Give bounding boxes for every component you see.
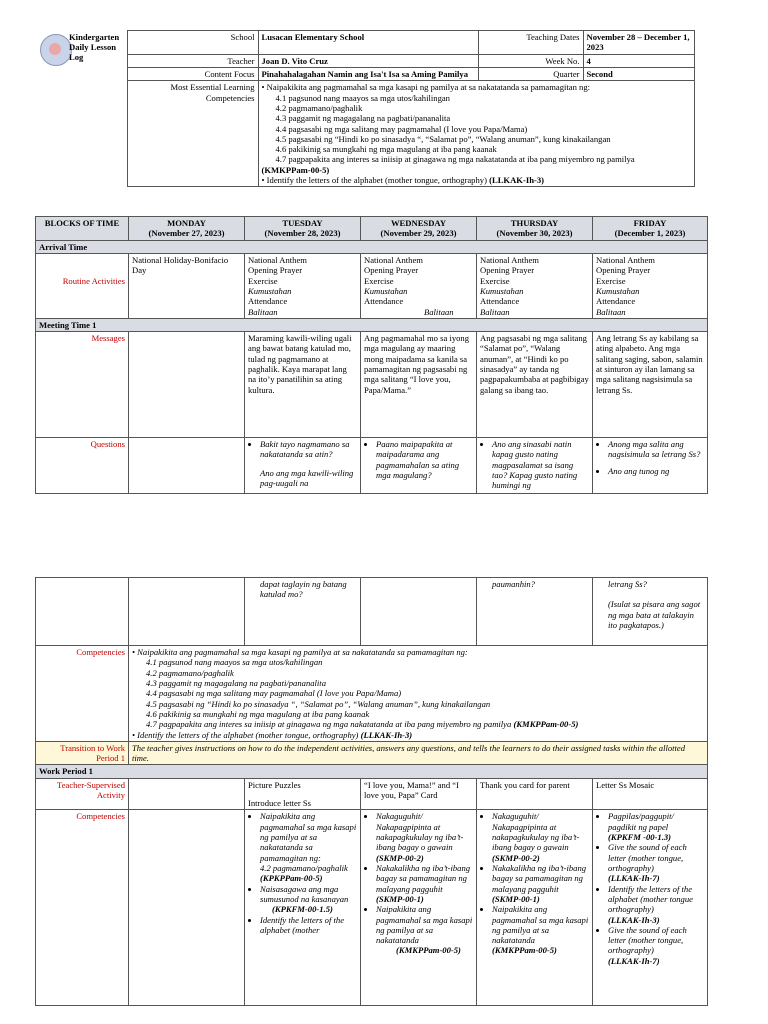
- mec-item: 4.7 pagpapakita ang interes sa iniisip at ginagawa ng mga nakatatanda at iba pang miyembro ng pamilya: [275, 154, 635, 165]
- mec-label: Most Essential Learning Competencies: [127, 81, 258, 187]
- blocks-of-time-header: BLOCKS OF TIME: [36, 217, 129, 241]
- day-header-thursday: THURSDAY (November 30, 2023): [477, 217, 593, 241]
- tsa-wednesday: “I love you, Mama!” and “I love you, Papa” Card: [361, 778, 477, 810]
- school-label: School: [127, 31, 258, 55]
- competencies-wednesday: • Nakaguguhit/ Nakapagpipinta at nakapagkukulay ng iba’t-ibang bagay o gawain (SKMP-00-2) • Nakakalikha ng iba’t-ibang bagay sa pamamagitan ng malayang pagguhit (SKMP-00-1) • Naipakikita ang pagmamahal sa mga kasapi ng pamilya at sa nakatatanda (KMKPPam-00-5): [361, 810, 477, 1006]
- arrival-time-section: Arrival Time: [36, 240, 708, 253]
- meeting-time-section: Meeting Time 1: [36, 318, 708, 331]
- mec-item: 4.6 pakikinig sa mungkahi ng mga magulang at iba pang kaanak: [275, 144, 497, 155]
- questions-continued-row: [36, 578, 708, 646]
- competencies2-label: Competencies: [36, 810, 129, 1006]
- school-value: Lusacan Elementary School: [258, 31, 478, 55]
- content-focus-value: Pinahahalagahan Namin ang Isa't Isa sa Aming Pamilya: [258, 67, 478, 80]
- schedule-table: [35, 216, 708, 494]
- message-thursday: Ang pagsasabi ng mga salitang “Salamat po”, “Walang anuman”, at “Hindi ko po sinasadya” ay tanda ng pagpapakumbaba at pagbibigay galang sa ibang tao.: [477, 332, 593, 438]
- mec-item2-code: (LLKAK-Ih-3): [489, 175, 545, 186]
- message-wednesday: Ang pagmamahal mo sa iyong mga magulang ay maaring mong maipadama sa kanila sa pamamagitan ng pagsasabi ng mga salitang “I love you, Papa/Mama.”: [361, 332, 477, 438]
- quarter-label: Quarter: [478, 67, 583, 80]
- questions-label: Questions: [36, 438, 129, 494]
- tsa-tuesday: Picture Puzzles Introduce letter Ss: [245, 778, 361, 810]
- tsa-row: [36, 778, 708, 810]
- messages-label: Messages: [36, 332, 129, 438]
- work-period-section: Work Period 1: [36, 765, 708, 778]
- questions-tuesday: • Bakit tayo nagmamano sa nakatatanda sa atin? Ano ang mga kawili-wiling pag-uugali na: [245, 438, 361, 494]
- mec-code: (KMKPPam-00-5): [261, 164, 330, 175]
- routine-list: National Anthem Opening Prayer Exercise Kumustahan Attendance Balitaan: [593, 253, 708, 318]
- monday-holiday: National Holiday-Bonifacio Day: [129, 253, 245, 318]
- week-value: 4: [583, 54, 694, 67]
- competencies-content: • Naipakikita ang pagmamahal sa mga kasapi ng pamilya at sa nakatatanda sa pamamagitan ng: 4.1 pagsunod nang maayos sa mga utos/kahilingan 4.2 pagmamano/paghalik 4.3 paggamit ng magagalang na pagbati/pananalita 4.4 pagsasabi ng mga salitang may pagmamahal (I love you Papa/Mama) 4.5 pagsasabi ng “Hindi ko po sinasadya “, “Salamat po”, “Walang anuman”, kung kinakailangan 4.6 pakikinig sa mungkahi ng mga magulang at iba pang kaanak 4.7 pagpapakita ang interes sa iniisip at ginagawa ng mga nakatatanda at iba pang miyembro ng pamilya (KMKPPam-00-5) • Identify the letters of the alphabet (mother tongue, orthography) (LLKAK-Ih-3): [129, 646, 708, 742]
- competencies-thursday: • Nakaguguhit/ Nakapagpipinta at nakapagkukulay ng iba’t-ibang bagay o gawain (SKMP-00-2) • Nakakalikha ng iba’t-ibang bagay sa pamamagitan ng malayang pagguhit (SKMP-00-1) • Naipakikita ang pagmamahal sa mga kasapi ng pamilya at sa nakatatanda (KMKPPam-00-5): [477, 810, 593, 1006]
- schedule-table-continued: [35, 577, 708, 1006]
- title-line2: Daily Lesson Log: [69, 41, 117, 63]
- dll-title: [35, 31, 127, 187]
- transition-text: The teacher gives instructions on how to do the independent activities, answers any questions, and tells the learners to do their assigned tasks within the allotted time.: [129, 741, 708, 765]
- day-header-monday: MONDAY (November 27, 2023): [129, 217, 245, 241]
- questions-thursday: • Ano ang sinasabi natin kapag gusto nating magpasalamat sa isang tao? Kapag gusto nating humingi ng: [477, 438, 593, 494]
- competencies-tuesday: • Naipakikita ang pagmamahal sa mga kasapi ng pamilya at sa nakatatanda sa pamamagitan ng: 4.2 pagmamano/paghalik (KPKPPam-00-5) • Naisasagawa ang mga sumusunod na kasanayan (KPKFM-00-1.5) • Identify the letters of the alphabet (mother: [245, 810, 361, 1006]
- routine-list: National Anthem Opening Prayer Exercise Kumustahan Attendance Balitaan: [245, 253, 361, 318]
- day-header-wednesday: WEDNESDAY (November 29, 2023): [361, 217, 477, 241]
- header-table: [35, 30, 695, 187]
- questions-wednesday: • Paano maipapakita at maipadarama ang pagmamahalan sa ating mga magulang?: [361, 438, 477, 494]
- teacher-label: Teacher: [127, 54, 258, 67]
- mec-item: 4.2 pagmamano/paghalik: [275, 102, 363, 113]
- teaching-dates-value: November 28 – December 1, 2023: [583, 31, 694, 55]
- questions-friday: • Anong mga salita ang nagsisimula sa letrang Ss? • Ano ang tunog ng: [593, 438, 708, 494]
- questions-friday-cont: letrang Ss? (Isulat sa pisara ang sagot ng mga bata at talakayin ito pagkatapos.): [593, 578, 708, 646]
- mec-item2: Identify the letters of the alphabet (mother tongue, orthography): [266, 175, 487, 186]
- day-header-tuesday: TUESDAY (November 28, 2023): [245, 217, 361, 241]
- messages-row: [36, 332, 708, 438]
- competencies-friday: • Pagpilas/paggupit/ pagdikit ng papel (KPKFM -00-1.3) • Give the sound of each letter (mother tongue, orthography) (LLKAK-Ih-7) • Identify the letters of the alphabet (mother tongue orthography) (LLKAK-Ih-3) • Give the sound of each letter (mother tongue, orthography) (LLKAK-Ih-7): [593, 810, 708, 1006]
- message-friday: Ang letrang Ss ay kabilang sa ating alpabeto. Ang mga salitang saging, sabon, salamin at sinturon ay ilan lamang sa mga salitang nagsisimula sa letrang Ss.: [593, 332, 708, 438]
- competencies-label: Competencies: [36, 646, 129, 742]
- routine-label: Routine Activities: [36, 253, 129, 318]
- quarter-value: Second: [583, 67, 694, 80]
- competencies-row: [36, 646, 708, 742]
- competencies2-row: [36, 810, 708, 1006]
- day-header-friday: FRIDAY (December 1, 2023): [593, 217, 708, 241]
- week-label: Week No.: [478, 54, 583, 67]
- routine-list: National Anthem Opening Prayer Exercise Kumustahan Attendance Balitaan: [477, 253, 593, 318]
- teaching-dates-label: Teaching Dates: [478, 31, 583, 55]
- content-focus-label: Content Focus: [127, 67, 258, 80]
- transition-label: Transition to Work Period 1: [36, 741, 129, 765]
- mec-content: • Naipakikita ang pagmamahal sa mga kasapi ng pamilya at sa nakatatanda sa pamamagitan ng: 4.1 pagsunod nang maayos sa mga utos/kahilingan 4.2 pagmamano/paghalik 4.3 paggamit ng magagalang na pagbati/pananalita 4.4 pagsasabi ng mga salitang may pagmamahal (I love you Papa/Mama) 4.5 pagsasabi ng “Hindi ko po sinasadya “, “Salamat po”, “Walang anuman”, kung kinakailangan 4.6 pakikinig sa mungkahi ng mga magulang at iba pang kaanak 4.7 pagpapakita ang interes sa iniisip at ginagawa ng mga nakatatanda at iba pang miyembro ng pamilya (KMKPPam-00-5) • Identify the letters of the alphabet (mother tongue, orthography) (LLKAK-Ih-3): [258, 81, 694, 187]
- routine-row: [36, 253, 708, 318]
- message-tuesday: Maraming kawili-wiling ugali ang bawat batang katulad mo, tulad ng pagmamano at paghalik. Kaya marapat lang na ito’y panatilihin sa ating kultura.: [245, 332, 361, 438]
- questions-tuesday-cont: dapat taglayin ng batang katulad mo?: [245, 578, 361, 646]
- questions-thursday-cont: paumanhin?: [477, 578, 593, 646]
- questions-row: [36, 438, 708, 494]
- days-header-row: [36, 217, 708, 241]
- routine-list: National Anthem Opening Prayer Exercise Kumustahan Attendance Balitaan: [361, 253, 477, 318]
- mec-item: 4.4 pagsasabi ng mga salitang may pagmamahal (I love you Papa/Mama): [275, 123, 528, 134]
- tsa-friday: Letter Ss Mosaic: [593, 778, 708, 810]
- tsa-label: Teacher-Supervised Activity: [36, 778, 129, 810]
- tsa-thursday: Thank you card for parent: [477, 778, 593, 810]
- mec-item: 4.5 pagsasabi ng “Hindi ko po sinasadya “, “Salamat po”, “Walang anuman”, kung kinakailangan: [275, 133, 611, 144]
- mec-item: 4.1 pagsunod nang maayos sa mga utos/kahilingan: [275, 92, 450, 103]
- mec-item: 4.3 paggamit ng magagalang na pagbati/pananalita: [275, 113, 451, 124]
- teacher-value: Joan D. Vito Cruz: [258, 54, 478, 67]
- transition-row: [36, 741, 708, 765]
- mec-intro: Naipakikita ang pagmamahal sa mga kasapi ng pamilya at sa nakatatanda sa pamamagitan ng:: [266, 82, 591, 93]
- title-line1: Kindergarten: [69, 31, 120, 42]
